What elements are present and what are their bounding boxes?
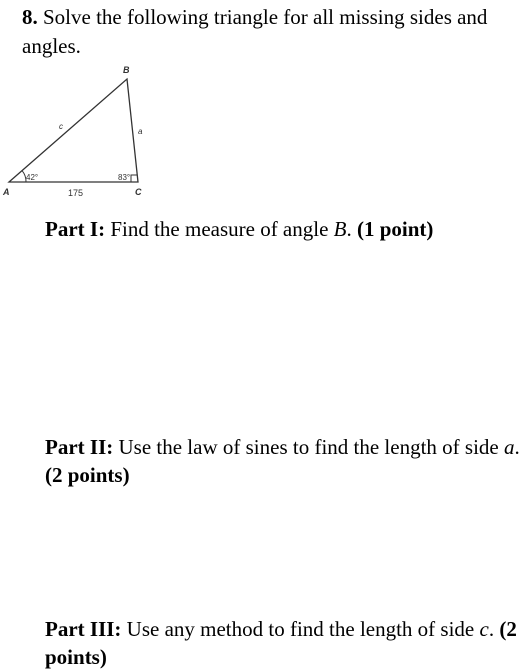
vertex-label-b: B xyxy=(123,65,130,75)
part-1-text: Find the measure of angle xyxy=(110,217,334,241)
side-label-b: 175 xyxy=(68,188,84,198)
problem-statement xyxy=(22,3,527,61)
part-3-text: Use any method to find the length of side xyxy=(126,617,480,641)
part-2-period: . xyxy=(514,435,520,459)
part-3-variable: c xyxy=(479,617,489,641)
part-1-variable: B xyxy=(333,217,347,241)
part-2-variable: a xyxy=(504,435,515,459)
part-3-points: (2 points) xyxy=(45,617,517,669)
part-2-label: Part II: xyxy=(45,435,114,459)
problem-number: 8. xyxy=(22,5,38,29)
part-1 xyxy=(45,215,525,243)
part-2-text: Use the law of sines to find the length of side xyxy=(118,435,504,459)
side-label-a: a xyxy=(138,127,143,136)
part-3-label: Part III: xyxy=(45,617,122,641)
part-1-points: (1 point) xyxy=(357,217,434,241)
vertex-label-a: A xyxy=(3,187,10,197)
triangle-shape xyxy=(9,79,138,182)
angle-c-right-mark xyxy=(131,175,137,182)
side-label-c: c xyxy=(59,122,63,131)
problem-text: Solve the following triangle for all missing sides and angles. xyxy=(22,5,488,58)
part-1-label: Part I: xyxy=(45,217,106,241)
vertex-label-c: C xyxy=(135,187,142,197)
part-3 xyxy=(45,615,525,671)
angle-label-a: 42° xyxy=(26,173,39,182)
angle-label-c: 83° xyxy=(118,173,131,182)
part-2-points: (2 points) xyxy=(45,463,130,487)
part-1-period: . xyxy=(346,217,352,241)
triangle-figure xyxy=(0,60,160,200)
part-2 xyxy=(45,433,525,489)
part-3-period: . xyxy=(488,617,495,641)
